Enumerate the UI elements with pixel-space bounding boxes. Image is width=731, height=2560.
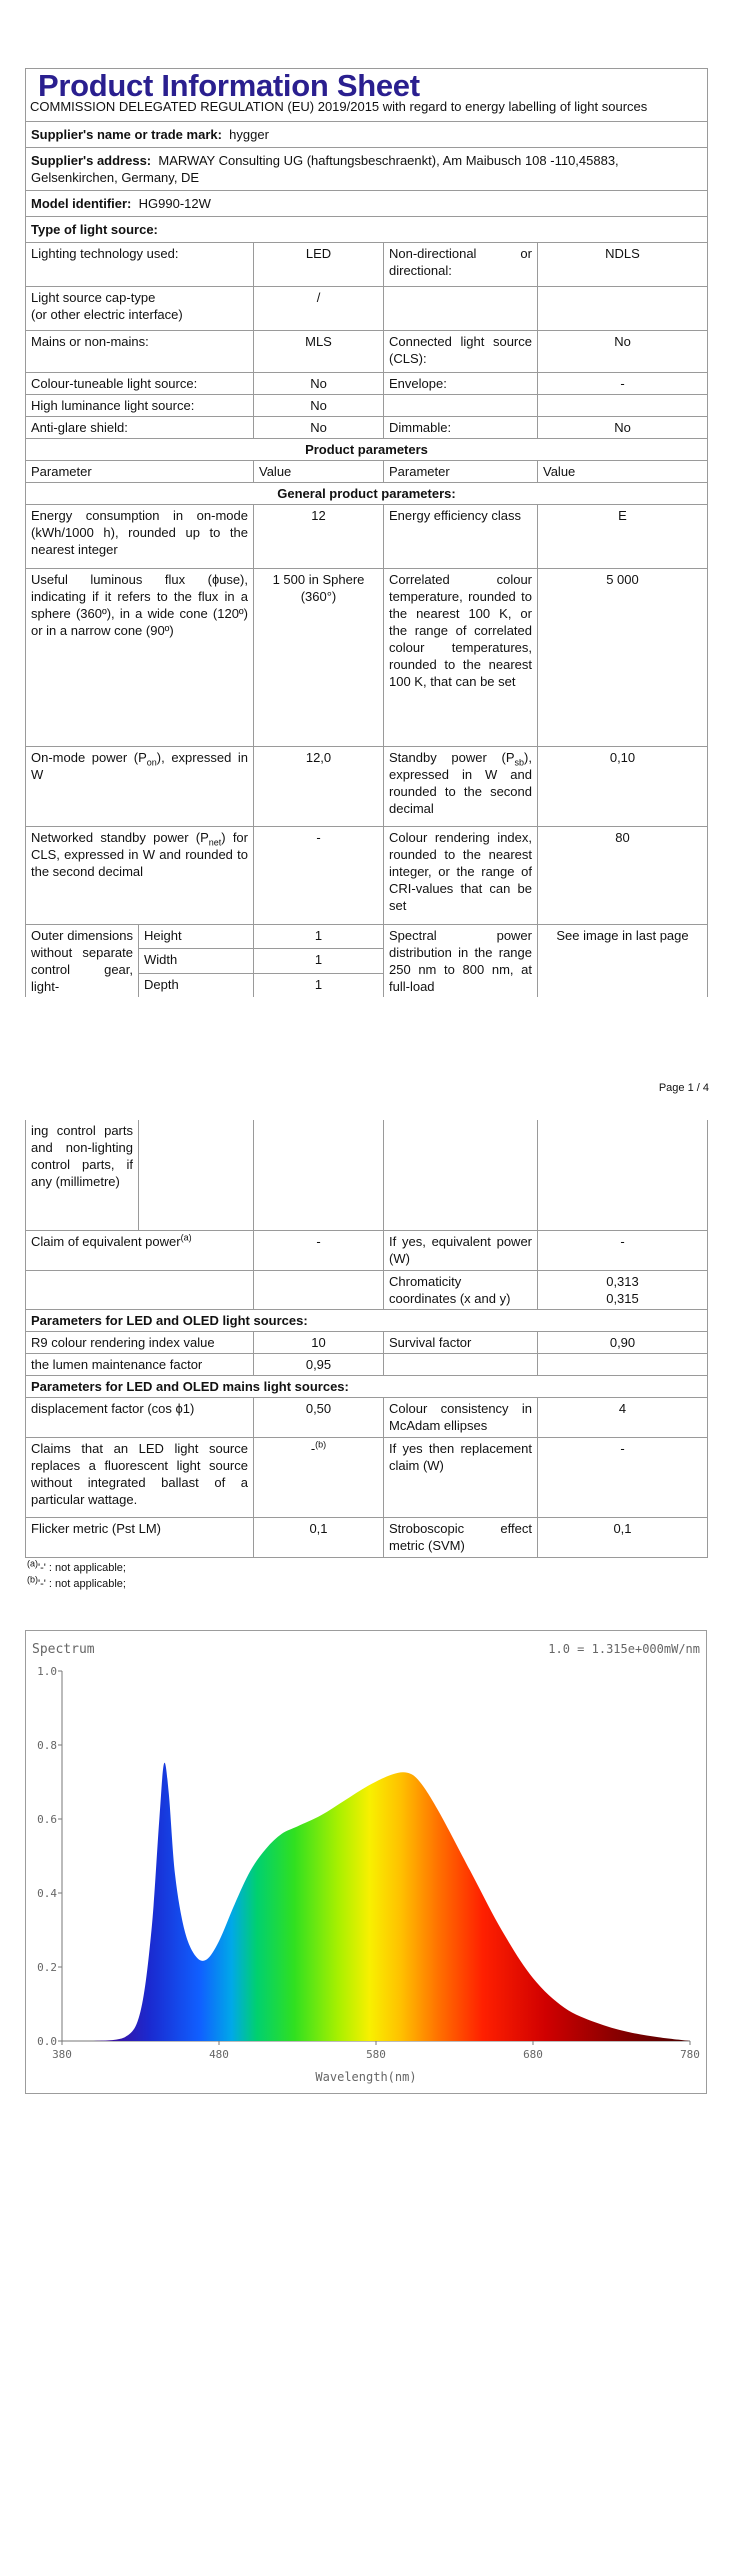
parameters-table bbox=[25, 504, 708, 997]
envelope-label: Envelope: bbox=[384, 373, 538, 395]
lumen-maintenance-label: the lumen maintenance factor bbox=[26, 1353, 254, 1375]
empty-cell bbox=[139, 1120, 254, 1230]
stroboscopic-value: 0,1 bbox=[538, 1517, 708, 1557]
spectrum-image bbox=[25, 1630, 707, 2094]
onmode-power-label: On-mode power $(P_{on})$, expressed in W bbox=[26, 747, 254, 827]
col-value-header: Value bbox=[254, 461, 384, 483]
claims-label: Claims that an LED light source replaces a fluorescent light source without integrated ballast of a particular wattage. bbox=[26, 1437, 254, 1517]
flicker-value: 0,1 bbox=[254, 1517, 384, 1557]
standby-power-label: Standby power $(P_{sb})$, expressed in W and rounded to the second decimal bbox=[384, 747, 538, 827]
spectrum-x-label: Wavelength(nm) bbox=[315, 2070, 417, 2084]
supplier-address-label: Supplier's address: bbox=[31, 153, 152, 168]
empty-cell bbox=[384, 1120, 538, 1230]
type-label-2: Non-directional or directional: bbox=[384, 243, 538, 287]
led-oled-mains-heading: Parameters for LED and OLED mains light sources: bbox=[26, 1375, 708, 1397]
survival-label: Survival factor bbox=[384, 1331, 538, 1353]
energy-class-value: E bbox=[538, 505, 708, 569]
table-row bbox=[26, 827, 708, 925]
equivalent-power-value: - bbox=[538, 1230, 708, 1270]
table-row bbox=[26, 1397, 708, 1437]
cri-value: 80 bbox=[538, 827, 708, 925]
table-row bbox=[26, 1230, 708, 1270]
cct-value: 5 000 bbox=[538, 569, 708, 747]
depth-label: Depth bbox=[139, 973, 254, 997]
colour-consistency-label: Colour consistency in McAdam ellipses bbox=[384, 1397, 538, 1437]
outer-dimensions-label: Outer dimensions without separate control gear, light- bbox=[26, 925, 139, 998]
table-row bbox=[26, 243, 708, 287]
spectrum-scale-note: 1.0 = 1.315e+000mW/nm bbox=[548, 1642, 700, 1656]
spectrum-x-tick-label: 480 bbox=[209, 2048, 229, 2061]
colour-consistency-value: 4 bbox=[538, 1397, 708, 1437]
luminance-label: High luminance light source: bbox=[26, 395, 254, 417]
page-number: Page 1 / 4 bbox=[658, 1082, 709, 1094]
spectrum-y-tick-label: 0.2 bbox=[37, 1961, 57, 1974]
energy-class-label: Energy efficiency class bbox=[384, 505, 538, 569]
model-identifier: HG990-12W bbox=[138, 196, 211, 211]
type-value-1: LED bbox=[254, 243, 384, 287]
table-row bbox=[26, 287, 708, 331]
height-label: Height bbox=[139, 925, 254, 949]
onmode-power-value: 12,0 bbox=[254, 747, 384, 827]
general-parameters-heading: General product parameters: bbox=[26, 483, 708, 505]
depth-value: 1 bbox=[254, 973, 384, 997]
spectrum-y-tick-label: 0.0 bbox=[37, 2035, 57, 2048]
energy-consumption-value: 12 bbox=[254, 505, 384, 569]
table-row bbox=[26, 1120, 708, 1230]
type-table bbox=[25, 242, 708, 505]
cls-value: No bbox=[538, 331, 708, 373]
info-sheet-page-1 bbox=[25, 68, 707, 997]
type-label: Type of light source: bbox=[26, 217, 708, 243]
spectrum-x-tick-label: 380 bbox=[52, 2048, 72, 2061]
table-row bbox=[26, 395, 708, 417]
cct-label: Correlated colour temperature, rounded to the nearest 100 K, or the range of correlated colour temperatures, rounded to the nearest 100 K, that can be set bbox=[384, 569, 538, 747]
col-value-header: Value bbox=[538, 461, 708, 483]
lumen-maintenance-value: 0,95 bbox=[254, 1353, 384, 1375]
empty-cell bbox=[538, 395, 708, 417]
led-oled-heading: Parameters for LED and OLED light sources: bbox=[26, 1309, 708, 1331]
spectrum-x-tick-label: 580 bbox=[366, 2048, 386, 2061]
supplier-name-label: Supplier's name or trade mark: bbox=[31, 127, 222, 142]
table-row bbox=[26, 747, 708, 827]
outer-dimensions-label-cont: ing control parts and non-lighting control parts, if any (millimetre) bbox=[26, 1120, 139, 1230]
table-row bbox=[26, 505, 708, 569]
spectrum-y-tick-label: 0.8 bbox=[37, 1739, 57, 1752]
col-param-header: Parameter bbox=[26, 461, 254, 483]
survival-value: 0,90 bbox=[538, 1331, 708, 1353]
envelope-value: - bbox=[538, 373, 708, 395]
empty-cell bbox=[384, 1353, 538, 1375]
cap-type-label: Light source cap-type bbox=[31, 290, 156, 305]
equivalent-power-claim-value: - bbox=[254, 1230, 384, 1270]
luminance-value: No bbox=[254, 395, 384, 417]
type-label-1: Lighting technology used: bbox=[26, 243, 254, 287]
cap-type-value: / bbox=[254, 287, 384, 331]
page-title: Product Information Sheet bbox=[38, 68, 420, 103]
dimmable-label: Dimmable: bbox=[384, 417, 538, 439]
footnote-a: $^{(a)}$'-' : not applicable; bbox=[27, 1557, 126, 1574]
supplier-address: MARWAY Consulting UG (haftungsbeschraenkt), Am Maibusch 108 -110,45883, Gelsenkirchen, Germany, DE bbox=[31, 153, 619, 185]
footnote-b: $^{(b)}$'-' : not applicable; bbox=[27, 1573, 126, 1590]
type-value-2: NDLS bbox=[538, 243, 708, 287]
table-row bbox=[26, 569, 708, 747]
empty-cell bbox=[254, 1270, 384, 1309]
networked-standby-label: Networked standby power $(P_{net})$ for CLS, expressed in W and rounded to the second decimal bbox=[26, 827, 254, 925]
table-row bbox=[26, 1353, 708, 1375]
energy-consumption-label: Energy consumption in on-mode (kWh/1000 h), rounded up to the nearest integer bbox=[26, 505, 254, 569]
spectrum-curve bbox=[62, 1763, 690, 2041]
empty-cell bbox=[384, 287, 538, 331]
cap-type-sub: (or other electric interface) bbox=[31, 307, 183, 322]
model-label: Model identifier: bbox=[31, 196, 132, 211]
regulation-text: COMMISSION DELEGATED REGULATION (EU) 2019/2015 with regard to energy labelling of light sources bbox=[30, 99, 648, 114]
product-parameters-heading: Product parameters bbox=[26, 439, 708, 461]
cri-label: Colour rendering index, rounded to the nearest integer, or the range of CRI-values that can be set bbox=[384, 827, 538, 925]
table-row bbox=[26, 1517, 708, 1557]
antiglare-label: Anti-glare shield: bbox=[26, 417, 254, 439]
flux-value: 1 500 in Sphere (360°) bbox=[254, 569, 384, 747]
supplier-name: hygger bbox=[229, 127, 269, 142]
dimmable-value: No bbox=[538, 417, 708, 439]
spectrum-chart bbox=[26, 1631, 706, 2093]
flicker-label: Flicker metric (Pst LM) bbox=[26, 1517, 254, 1557]
table-row bbox=[26, 1437, 708, 1517]
empty-cell bbox=[26, 1270, 254, 1309]
spectrum-y-tick-label: 0.6 bbox=[37, 1813, 57, 1826]
flux-label: Useful luminous flux (ɸuse), indicating if it refers to the flux in a sphere (360º), in a wide cone (120º) or in a narrow cone (90º) bbox=[26, 569, 254, 747]
empty-cell bbox=[538, 1120, 708, 1230]
chromaticity-y: 0,315 bbox=[606, 1290, 639, 1306]
spectrum-title: Spectrum bbox=[32, 1642, 95, 1657]
chromaticity-x: 0,313 bbox=[606, 1273, 639, 1289]
tuneable-value: No bbox=[254, 373, 384, 395]
empty-cell bbox=[254, 1120, 384, 1230]
replacement-value: - bbox=[538, 1437, 708, 1517]
col-param-header: Parameter bbox=[384, 461, 538, 483]
tuneable-label: Colour-tuneable light source: bbox=[26, 373, 254, 395]
r9-label: R9 colour rendering index value bbox=[26, 1331, 254, 1353]
table-row bbox=[26, 331, 708, 373]
table-row bbox=[26, 417, 708, 439]
empty-cell bbox=[538, 287, 708, 331]
spectrum-y-tick-label: 1.0 bbox=[37, 1665, 57, 1678]
table-row bbox=[26, 373, 708, 395]
spd-value: See image in last page bbox=[538, 925, 708, 998]
chromaticity-label: Chromaticity coordinates (x and y) bbox=[384, 1270, 538, 1309]
claims-value: -$^{(b)}$ bbox=[254, 1437, 384, 1517]
displacement-value: 0,50 bbox=[254, 1397, 384, 1437]
height-value: 1 bbox=[254, 925, 384, 949]
parameters-table-continued bbox=[25, 1120, 708, 1558]
displacement-label: displacement factor (cos ϕ1) bbox=[26, 1397, 254, 1437]
standby-power-value: 0,10 bbox=[538, 747, 708, 827]
spectrum-y-tick-label: 0.4 bbox=[37, 1887, 57, 1900]
replacement-label: If yes then replacement claim (W) bbox=[384, 1437, 538, 1517]
cls-label: Connected light source (CLS): bbox=[384, 331, 538, 373]
info-sheet-page-2 bbox=[25, 1120, 707, 1592]
stroboscopic-label: Stroboscopic effect metric (SVM) bbox=[384, 1517, 538, 1557]
width-value: 1 bbox=[254, 949, 384, 973]
spd-label: Spectral power distribution in the range 250 nm to 800 nm, at full-load bbox=[384, 925, 538, 998]
equivalent-power-label: If yes, equivalent power (W) bbox=[384, 1230, 538, 1270]
antiglare-value: No bbox=[254, 417, 384, 439]
width-label: Width bbox=[139, 949, 254, 973]
spectrum-x-tick-label: 680 bbox=[523, 2048, 543, 2061]
table-row bbox=[26, 1331, 708, 1353]
r9-value: 10 bbox=[254, 1331, 384, 1353]
table-row bbox=[26, 1270, 708, 1309]
networked-standby-value: - bbox=[254, 827, 384, 925]
mains-value: MLS bbox=[254, 331, 384, 373]
info-table-header bbox=[25, 68, 708, 243]
table-row bbox=[26, 925, 708, 949]
empty-cell bbox=[384, 395, 538, 417]
empty-cell bbox=[538, 1353, 708, 1375]
equivalent-power-claim-label: Claim of equivalent power$^{(a)}$ bbox=[26, 1230, 254, 1270]
mains-label: Mains or non-mains: bbox=[26, 331, 254, 373]
spectrum-x-tick-label: 780 bbox=[680, 2048, 700, 2061]
